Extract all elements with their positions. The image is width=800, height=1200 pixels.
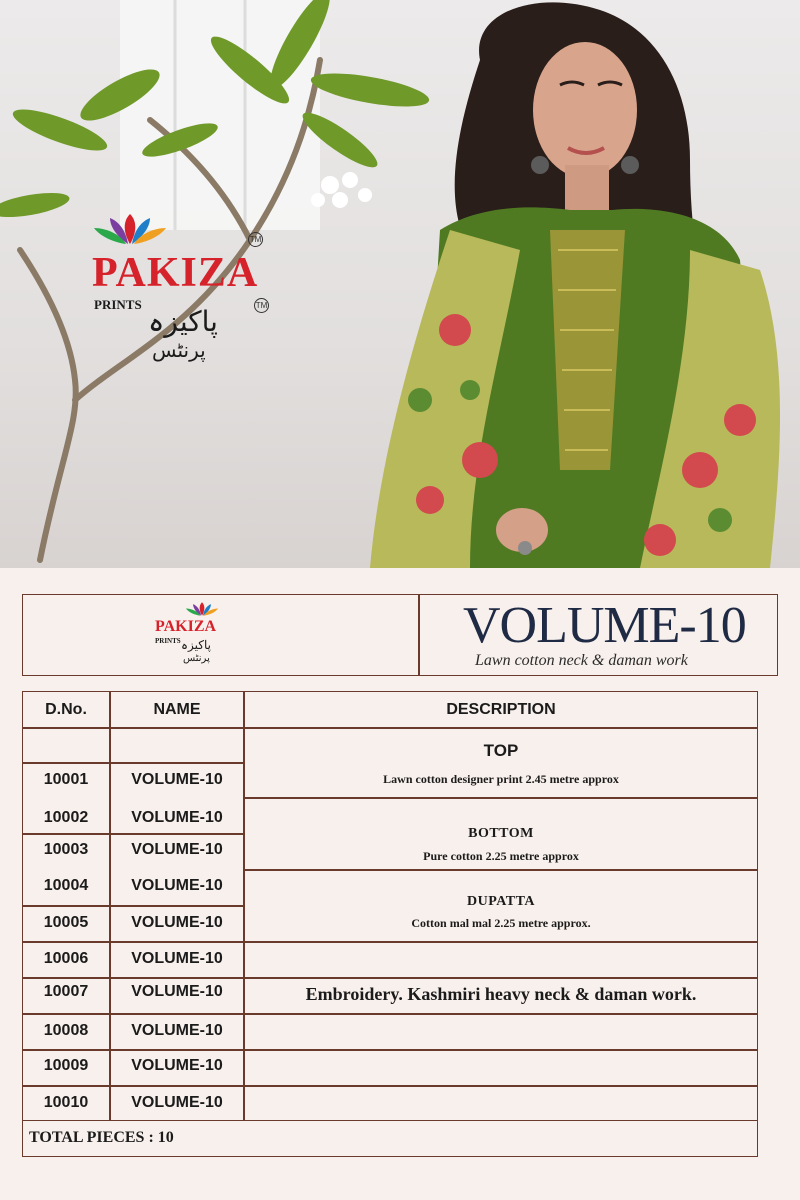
mini-brand-urdu-prints: پرنٹس — [183, 653, 210, 664]
desc-bottom-heading: BOTTOM — [468, 826, 534, 841]
row-divider — [243, 941, 757, 943]
row-divider — [243, 727, 757, 729]
mini-brand-name: PAKIZA — [155, 618, 217, 635]
row-dno: 10009 — [43, 1057, 89, 1074]
lotus-icon — [92, 212, 168, 246]
row-divider — [23, 762, 243, 764]
trademark-mark-urdu: TM — [254, 298, 269, 313]
row-divider — [243, 797, 757, 799]
row-name: VOLUME-10 — [131, 950, 223, 967]
desc-dupatta-text: Cotton mal mal 2.25 metre approx. — [411, 916, 591, 930]
row-divider — [243, 869, 757, 871]
lotus-icon — [185, 601, 219, 617]
hero-photo — [0, 0, 800, 568]
row-dno: 10010 — [43, 1094, 89, 1111]
desc-embroidery-text: Embroidery. Kashmiri heavy neck & daman work. — [305, 984, 697, 1004]
mini-brand-prints: PRINTS — [155, 637, 181, 645]
brand-name: PAKIZA — [92, 250, 259, 296]
row-dno: 10007 — [43, 983, 89, 1000]
row-divider — [243, 977, 757, 979]
row-name: VOLUME-10 — [131, 1094, 223, 1111]
brand-urdu-prints: پرنٹس — [152, 338, 206, 362]
desc-bottom-text: Pure cotton 2.25 metre approx — [423, 849, 579, 863]
row-name: VOLUME-10 — [131, 1022, 223, 1039]
row-dno: 10008 — [43, 1022, 89, 1039]
row-divider — [243, 1085, 757, 1087]
volume-title: VOLUME-10 — [463, 597, 746, 654]
brand-logo — [92, 212, 282, 372]
total-row — [22, 1121, 758, 1157]
column-header-name: NAME — [153, 701, 201, 718]
design-table — [22, 691, 758, 1121]
brand-urdu-name: پاکیزہ — [148, 305, 218, 338]
desc-top-heading: TOP — [483, 741, 519, 760]
row-name: VOLUME-10 — [131, 771, 223, 788]
trademark-mark: TM — [248, 232, 263, 247]
row-divider — [23, 905, 243, 907]
column-header-description: DESCRIPTION — [446, 701, 556, 718]
row-dno: 10002 — [43, 809, 89, 826]
brand-prints: PRINTS — [94, 297, 142, 312]
row-name: VOLUME-10 — [131, 914, 223, 931]
volume-subtitle: Lawn cotton neck & daman work — [475, 652, 688, 669]
mini-brand-logo — [153, 601, 263, 673]
row-divider — [23, 727, 243, 729]
row-name: VOLUME-10 — [131, 983, 223, 1000]
catalog-header — [22, 594, 778, 676]
row-name: VOLUME-10 — [131, 1057, 223, 1074]
total-pieces: TOTAL PIECES : 10 — [29, 1129, 174, 1146]
row-divider — [23, 1013, 243, 1015]
mini-brand-urdu-name: پاکیزہ — [181, 638, 211, 652]
row-divider — [23, 941, 243, 943]
column-header-dno: D.No. — [45, 701, 87, 718]
row-name: VOLUME-10 — [131, 841, 223, 858]
desc-dupatta-heading: DUPATTA — [466, 894, 536, 909]
row-dno: 10004 — [43, 877, 89, 894]
desc-top-text: Lawn cotton designer print 2.45 metre approx — [383, 772, 619, 786]
row-divider — [23, 833, 243, 835]
row-divider — [23, 1085, 243, 1087]
row-divider — [23, 1049, 243, 1051]
row-dno: 10003 — [43, 841, 89, 858]
row-name: VOLUME-10 — [131, 877, 223, 894]
row-name: VOLUME-10 — [131, 809, 223, 826]
header-divider — [418, 595, 420, 675]
row-dno: 10005 — [43, 914, 89, 931]
row-dno: 10006 — [43, 950, 89, 967]
row-dno: 10001 — [43, 771, 89, 788]
row-divider — [243, 1013, 757, 1015]
row-divider — [23, 977, 243, 979]
row-divider — [243, 1049, 757, 1051]
